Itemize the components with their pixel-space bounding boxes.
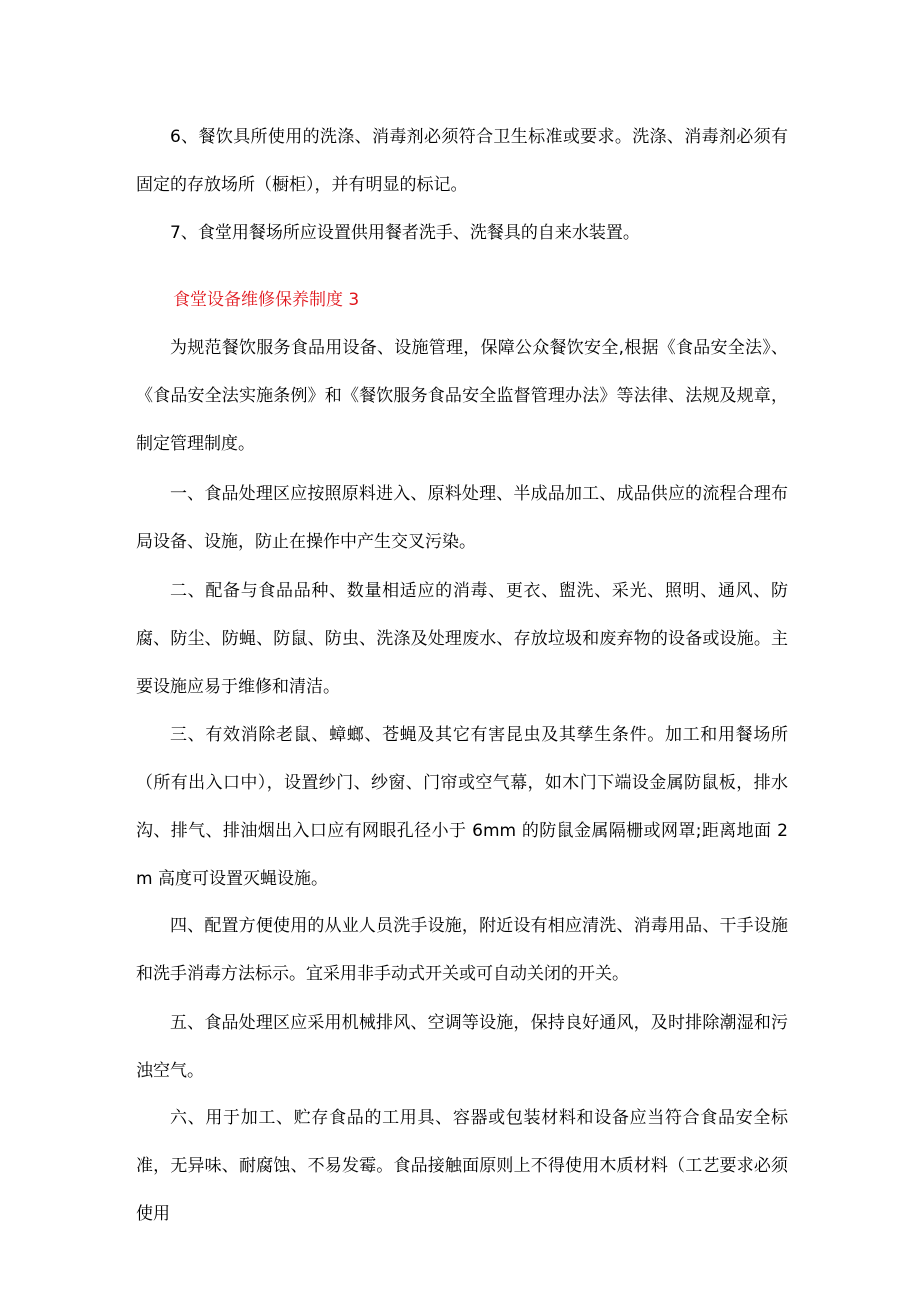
paragraph-rule-6: 六、用于加工、贮存食品的工用具、容器或包装材料和设备应当符合食品安全标准，无异味、耐腐蚀、不易发霉。食品接触面原则上不得使用木质材料（工艺要求必须使用 (136, 1108, 788, 1224)
paragraph-item-7: 7、食堂用餐场所应设置供用餐者洗手、洗餐具的自来水装置。 (170, 223, 640, 243)
paragraph-rule-5: 五、食品处理区应采用机械排风、空调等设施，保持良好通风，及时排除潮湿和污浊空气。 (136, 1013, 788, 1081)
section-heading: 食堂设备维修保养制度 3 (173, 290, 360, 310)
paragraph-rule-3: 三、有效消除老鼠、蟑螂、苍蝇及其它有害昆虫及其孳生条件。加工和用餐场所（所有出入口中），设置纱门、纱窗、门帘或空气幕，如木门下端设金属防鼠板，排水沟、排气、排油烟出入口应有网眼孔径小于 6mm 的防鼠金属隔栅或网罩;距离地面 2m 高度可设置灭蝇设施。 (136, 725, 788, 889)
paragraph-rule-4: 四、配置方便使用的从业人员洗手设施，附近设有相应清洗、消毒用品、干手设施和洗手消毒方法标示。宜采用非手动式开关或可自动关闭的开关。 (136, 916, 788, 984)
paragraph-rule-1: 一、食品处理区应按照原料进入、原料处理、半成品加工、成品供应的流程合理布局设备、设施，防止在操作中产生交叉污染。 (136, 484, 788, 552)
paragraph-item-6: 6、餐饮具所使用的洗涤、消毒剂必须符合卫生标准或要求。洗涤、消毒剂必须有固定的存放场所（橱柜），并有明显的标记。 (136, 127, 788, 195)
paragraph-intro: 为规范餐饮服务食品用设备、设施管理，保障公众餐饮安全,根据《食品安全法》、《食品安全法实施条例》和《餐饮服务食品安全监督管理办法》等法律、法规及规章，制定管理制度。 (136, 338, 788, 454)
paragraph-rule-2: 二、配备与食品品种、数量相适应的消毒、更衣、盥洗、采光、照明、通风、防腐、防尘、防蝇、防鼠、防虫、洗涤及处理废水、存放垃圾和废弃物的设备或设施。主要设施应易于维修和清洁。 (136, 581, 788, 697)
